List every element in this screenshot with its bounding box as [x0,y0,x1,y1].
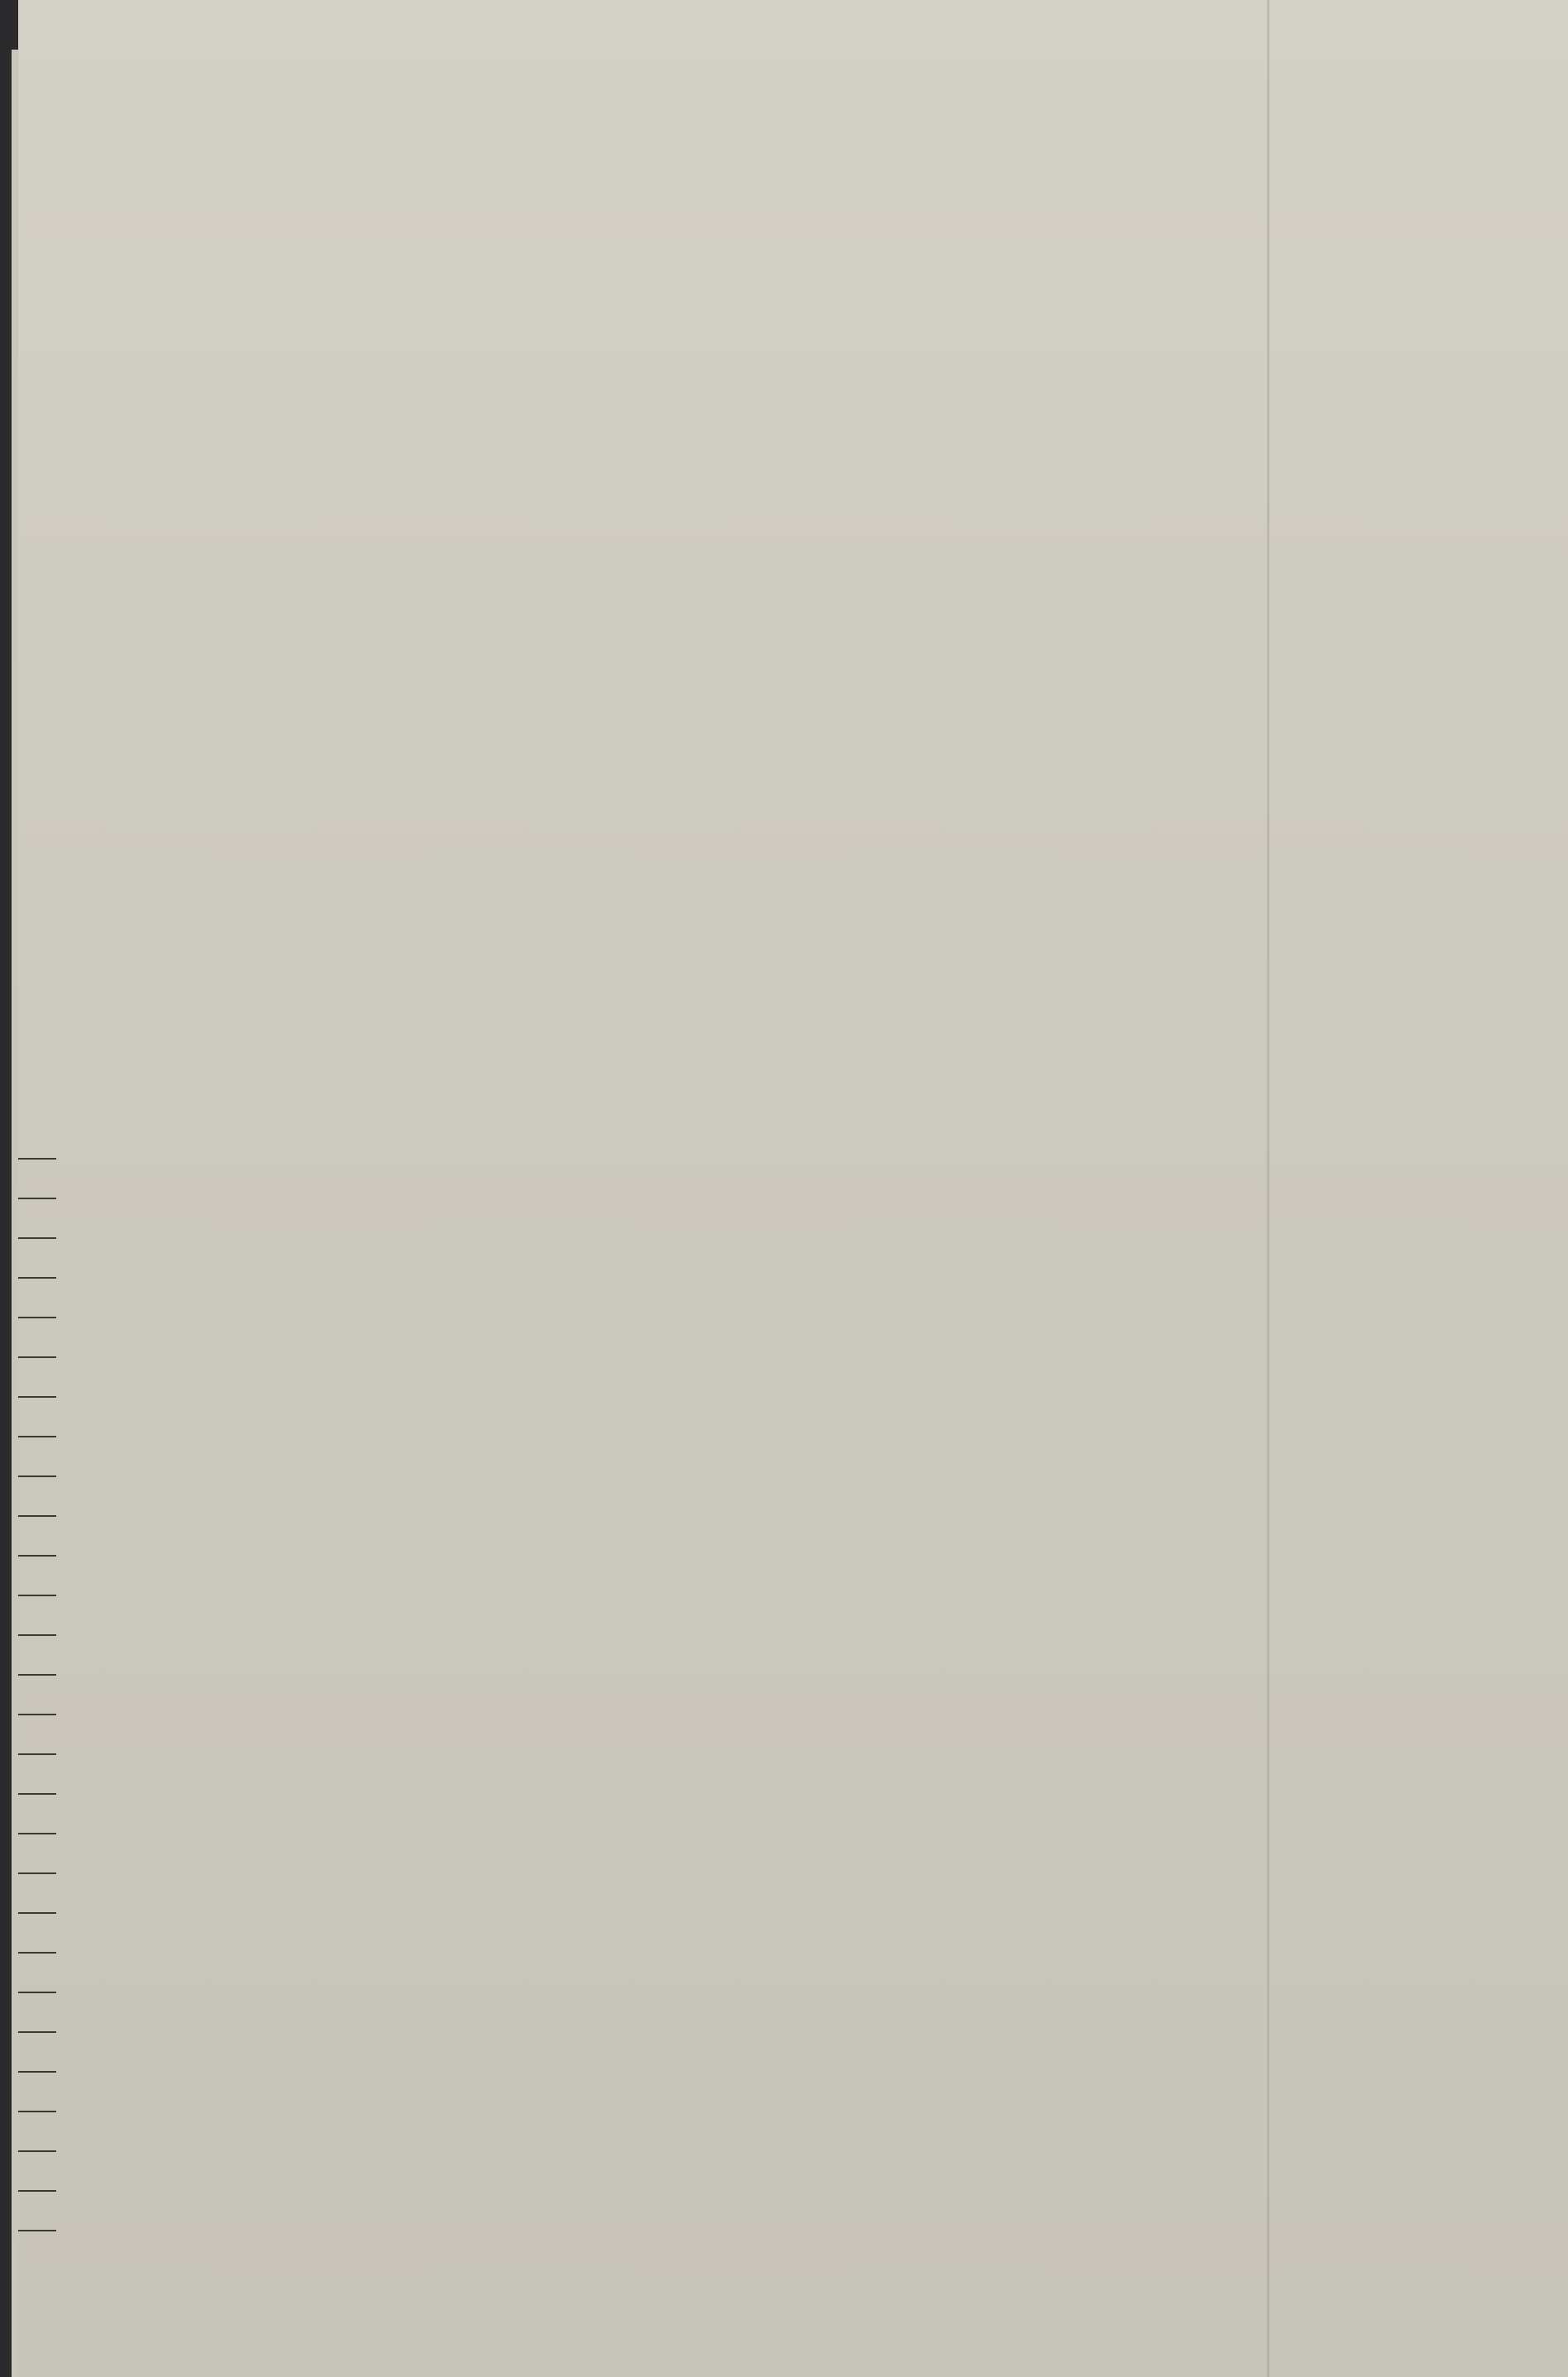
livestock-table-left [440,870,672,2276]
left-ruled-edge [18,1158,56,2299]
livestock-table-right [1093,863,1322,2284]
document-page [18,0,1568,2377]
